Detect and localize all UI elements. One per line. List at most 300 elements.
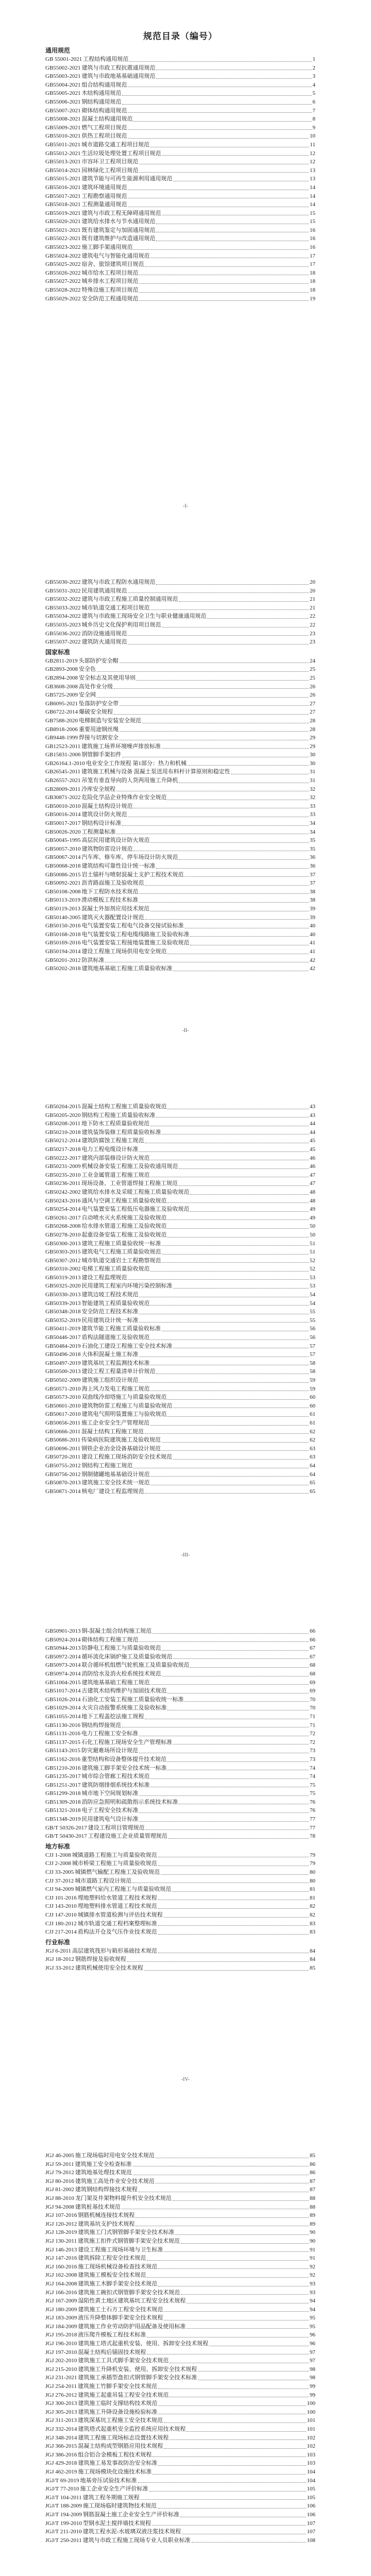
dot-leader [167,1399,309,1400]
standard-code: GB50017-2017 [45,820,81,827]
toc-entry[interactable] [45,2306,315,2314]
standard-name: 起重设备安装工程施工及验收规范 [81,1231,167,1238]
toc-entry[interactable] [45,1453,315,1462]
toc-entry[interactable] [45,1120,315,1128]
toc-entry[interactable] [45,1911,315,1920]
standard-name: 建筑施工模板安全技术规范 [78,2272,146,2279]
toc-entry[interactable] [45,2297,315,2306]
standard-code: GB26545-2011 [45,769,81,775]
dot-leader [145,1493,309,1494]
standard-code: JGJ 59-2011 [45,2161,74,2167]
toc-entry[interactable] [45,2382,315,2391]
standard-name: 工程结构通用规范 [83,56,129,62]
toc-entry[interactable] [45,2442,315,2451]
page-number: 20 [310,587,315,594]
dot-leader [128,1279,309,1280]
toc-entry[interactable] [45,1316,315,1325]
page-number: 38 [310,888,315,895]
toc-entry[interactable] [45,107,315,115]
toc-entry[interactable] [45,896,315,905]
dot-leader [133,249,309,250]
toc-entry[interactable] [45,209,315,218]
toc-entry[interactable] [45,1815,315,1824]
toc-entry[interactable] [45,1704,315,1713]
toc-entry[interactable] [45,2323,315,2331]
toc-entry[interactable] [45,1350,315,1359]
toc-entry[interactable] [45,2391,315,2400]
toc-entry[interactable] [45,930,315,939]
standard-code: GB50113-2019 [45,897,81,904]
toc-entry[interactable] [45,1367,315,1376]
toc-entry[interactable] [45,1789,315,1798]
toc-entry[interactable] [45,802,315,811]
page-number: 53 [310,1283,315,1290]
page-number: 94 [310,2298,315,2304]
toc-entry[interactable] [45,947,315,956]
dot-leader [137,680,309,681]
toc-entry[interactable] [45,871,315,879]
toc-entry[interactable] [45,1964,315,1973]
toc-entry[interactable] [45,853,315,862]
toc-entry[interactable] [45,1128,315,1137]
standard-code: GB50086-2015 [45,871,81,878]
standard-name: 建筑施工高处作业安全技术规范 [75,2178,155,2184]
toc-entry[interactable] [45,1806,315,1815]
standard-code: GB55026-2022 [45,269,81,276]
toc-entry[interactable] [45,725,315,734]
toc-entry[interactable] [45,260,315,269]
toc-entry[interactable] [45,2494,315,2502]
toc-entry[interactable] [45,183,315,192]
toc-entry[interactable] [45,776,315,785]
toc-entry[interactable] [45,2280,315,2289]
page-number: 73 [310,1756,315,1762]
standard-code: GB7588-2020 [45,717,78,724]
toc-entry[interactable] [45,665,315,674]
toc-entry[interactable] [45,1171,315,1180]
toc-entry[interactable] [45,2289,315,2297]
standard-name: 电子工程安全技术标准 [81,1807,139,1814]
toc-entry[interactable] [45,2536,315,2545]
toc-entry[interactable] [45,226,315,235]
toc-entry[interactable] [45,1436,315,1445]
toc-entry[interactable] [45,657,315,666]
toc-entry[interactable] [45,295,315,303]
toc-entry[interactable] [45,913,315,922]
dot-leader [147,2260,309,2261]
page-number: 24 [310,657,315,664]
toc-entry[interactable] [45,1231,315,1240]
toc-entry[interactable] [45,956,315,965]
toc-entry[interactable] [45,2237,315,2246]
toc-entry[interactable] [45,1445,315,1453]
dot-leader [153,1633,309,1634]
toc-entry[interactable] [45,734,315,742]
toc-entry[interactable] [45,1111,315,1120]
toc-entry[interactable] [45,1832,315,1841]
toc-entry[interactable] [45,2519,315,2528]
standard-code: JGJ 107-2016 [45,2212,77,2219]
toc-entry[interactable] [45,2511,315,2519]
standard-name: 安全网 [78,692,96,699]
page-number: 92 [310,2272,315,2279]
toc-entry[interactable] [45,621,315,630]
toc-entry[interactable] [45,1470,315,1479]
toc-entry[interactable] [45,286,315,295]
toc-entry[interactable] [45,2502,315,2511]
toc-entry[interactable] [45,845,315,854]
page-number: 69 [310,1679,315,1686]
page-number: 41 [310,948,315,955]
toc-entry[interactable] [45,587,315,596]
toc-entry[interactable] [45,1661,315,1670]
dot-leader [150,1684,309,1685]
toc-entry[interactable] [45,166,315,175]
toc-entry[interactable] [45,1205,315,1214]
toc-entry[interactable] [45,234,315,243]
toc-entry[interactable] [45,1179,315,1188]
standard-name: 工程测量标准 [81,828,116,835]
standard-name: 建筑物防雷设计规范 [81,845,133,852]
standard-code: JGJ 197-2010 [45,2349,77,2355]
toc-entry[interactable] [45,2459,315,2468]
standard-name: 工程测量通用规范 [81,201,127,208]
page-title: 规范目录（编号） [143,31,217,42]
toc-entry[interactable] [45,1308,315,1316]
toc-entry[interactable] [45,81,315,90]
toc-entry[interactable] [45,964,315,973]
toc-entry[interactable] [45,2246,315,2255]
toc-entry[interactable] [45,1947,315,1956]
toc-entry[interactable] [45,158,315,166]
toc-entry[interactable] [45,1920,315,1928]
toc-entry[interactable] [45,1197,315,1206]
dot-leader [97,697,309,698]
page-number: 35 [310,845,315,852]
standard-name: 建筑结构可靠性设计统一标准 [81,863,156,869]
toc-entry[interactable] [45,1410,315,1419]
toc-entry[interactable] [45,98,315,107]
toc-entry[interactable] [45,1721,315,1730]
toc-entry[interactable] [45,1419,315,1428]
toc-entry[interactable] [45,691,315,700]
dot-leader [144,1970,309,1971]
toc-entry[interactable] [45,939,315,947]
toc-entry[interactable] [45,64,315,73]
toc-entry[interactable] [45,175,315,183]
toc-entry[interactable] [45,1877,315,1886]
toc-entry[interactable] [45,708,315,717]
toc-entry[interactable] [45,2185,315,2194]
toc-entry[interactable] [45,2348,315,2357]
standard-name: 城市给水工程项目规范 [81,269,139,276]
toc-entry[interactable] [45,905,315,913]
page-number: 59 [310,1377,315,1383]
toc-entry[interactable] [45,742,315,751]
standard-name: 建筑防火通用规范 [81,639,127,646]
toc-entry[interactable] [45,217,315,226]
toc-entry[interactable] [45,1747,315,1755]
standard-code: GB51029-2014 [45,1705,81,1711]
standard-code: GB55019-2021 [45,210,81,216]
toc-entry[interactable] [45,1428,315,1436]
toc-entry[interactable] [45,2220,315,2229]
toc-entry[interactable] [45,1644,315,1653]
toc-entry[interactable] [45,578,315,587]
toc-entry[interactable] [45,1772,315,1781]
toc-entry[interactable] [45,2485,315,2494]
standard-name: 混凝土结构后锚固技术规程 [78,2349,146,2355]
page-number: 46 [310,1155,315,1161]
standard-code: GB55032-2022 [45,596,81,603]
page-number: 52 [310,1266,315,1273]
toc-entry[interactable] [45,2263,315,2272]
toc-entry[interactable] [45,785,315,794]
toc-entry[interactable] [45,252,315,261]
page-number: 49 [310,1214,315,1221]
standard-code: JGJ 429-2018 [45,2460,77,2467]
toc-entry[interactable] [45,2451,315,2460]
toc-entry[interactable] [45,1679,315,1687]
toc-entry[interactable] [45,2399,315,2408]
toc-entry[interactable] [45,2331,315,2340]
toc-entry[interactable] [45,810,315,819]
toc-entry[interactable] [45,2314,315,2323]
toc-entry[interactable] [45,1325,315,1333]
page-number: 105 [307,2486,315,2493]
toc-entry[interactable] [45,141,315,149]
toc-entry[interactable] [45,1798,315,1807]
toc-entry[interactable] [45,604,315,613]
toc-entry[interactable] [45,2151,315,2160]
toc-entry[interactable] [45,1781,315,1790]
toc-entry[interactable] [45,1248,315,1257]
toc-entry[interactable] [45,759,315,768]
standard-code: JGJ 366-2015 [45,2443,77,2450]
toc-entry[interactable] [45,1103,315,1111]
toc-entry[interactable] [45,132,315,141]
standard-name: 建筑给水排水及采暖工程施工质量验收规范 [81,1189,190,1195]
toc-entry[interactable] [45,1402,315,1411]
toc-entry[interactable] [45,1894,315,1903]
dot-leader [173,1288,309,1289]
toc-entry[interactable] [45,1154,315,1163]
toc-entry[interactable] [45,612,315,621]
toc-entry[interactable] [45,2468,315,2477]
toc-entry[interactable] [45,638,315,647]
standard-code: JGJ 462-2019 [45,2468,77,2475]
toc-entry[interactable] [45,269,315,278]
standard-code: GB8918-2006 [45,726,78,733]
toc-entry[interactable] [45,277,315,286]
toc-page [0,0,371,524]
toc-entry[interactable] [45,243,315,252]
standard-name: 建筑施工安全技术统一规范 [81,1480,150,1486]
standard-code: GB55020-2021 [45,218,81,225]
page-number: 97 [310,2349,315,2355]
toc-entry[interactable] [45,2416,315,2425]
toc-entry[interactable] [45,1738,315,1747]
standard-code: GB50268-2008 [45,1223,81,1230]
toc-entry[interactable] [45,2194,315,2203]
dot-leader [164,2311,309,2312]
standard-name: 建筑机械使用安全技术规程 [75,1964,143,1971]
toc-entry[interactable] [45,1214,315,1223]
toc-entry[interactable] [45,1902,315,1911]
toc-entry[interactable] [45,2365,315,2374]
toc-entry[interactable] [45,1299,315,1308]
toc-entry[interactable] [45,879,315,888]
toc-entry[interactable] [45,1670,315,1679]
toc-entry[interactable] [45,1487,315,1496]
toc-entry[interactable] [45,192,315,201]
toc-entry[interactable] [45,922,315,930]
standard-name: 建筑装饰装修工程质量验收标准 [81,1129,161,1136]
toc-entry[interactable] [45,1162,315,1171]
toc-entry[interactable] [45,2211,315,2220]
page-number: 34 [310,820,315,827]
toc-entry[interactable] [45,2408,315,2417]
dot-leader [145,1433,309,1434]
toc-entry[interactable] [45,819,315,828]
page-number: 66 [310,1636,315,1643]
page-footer: -I- [183,503,188,509]
toc-entry[interactable] [45,700,315,708]
page-number: 30 [310,752,315,758]
page-number: 14 [310,193,315,199]
toc-entry[interactable] [45,1764,315,1773]
toc-entry[interactable] [45,115,315,124]
toc-entry[interactable] [45,717,315,725]
toc-entry[interactable] [45,1479,315,1487]
toc-entry[interactable] [45,674,315,683]
page-number: 106 [307,2511,315,2518]
toc-entry[interactable] [45,1851,315,1860]
toc-entry[interactable] [45,1859,315,1868]
standard-code: GB50150-2016 [45,923,81,929]
dot-leader [181,2294,309,2295]
toc-entry[interactable] [45,2425,315,2434]
toc-entry[interactable] [45,1222,315,1231]
dot-leader [149,2491,306,2492]
standard-name: 冷库安全规程 [81,786,116,792]
toc-entry[interactable] [45,1359,315,1368]
toc-entry[interactable] [45,1885,315,1894]
toc-entry[interactable] [45,124,315,132]
toc-entry[interactable] [45,2340,315,2348]
toc-entry[interactable] [45,2374,315,2382]
toc-entry[interactable] [45,2477,315,2485]
standard-name: 核电厂建设工程监理规范 [81,1488,144,1495]
page-number: 29 [310,743,315,750]
toc-entry[interactable] [45,1636,315,1645]
toc-entry[interactable] [45,793,315,802]
toc-entry[interactable] [45,1627,315,1636]
toc-entry[interactable] [45,1696,315,1704]
toc-entry[interactable] [45,595,315,604]
toc-entry[interactable] [45,1713,315,1721]
toc-entry[interactable] [45,89,315,98]
standard-code: CJJ 143-2010 [45,1903,77,1910]
toc-entry[interactable] [45,862,315,871]
toc-entry[interactable] [45,1342,315,1351]
toc-entry[interactable] [45,1265,315,1274]
toc-entry[interactable] [45,1274,315,1282]
toc-entry[interactable] [45,1824,315,1833]
toc-entry[interactable] [45,683,315,691]
toc-entry[interactable] [45,2254,315,2263]
toc-entry[interactable] [45,1291,315,1299]
toc-entry[interactable] [45,836,315,845]
toc-entry[interactable] [45,2228,315,2237]
standard-code: JGJ 81-2002 [45,2187,74,2193]
toc-entry[interactable] [45,2528,315,2536]
page-number: 64 [310,1471,315,1478]
toc-entry[interactable] [45,2434,315,2443]
section-heading: 行业标准 [45,1938,71,1946]
toc-entry[interactable] [45,1653,315,1662]
toc-entry[interactable] [45,1868,315,1877]
toc-entry[interactable] [45,1462,315,1470]
toc-entry[interactable] [45,1188,315,1197]
page-number: 71 [310,1722,315,1728]
toc-entry[interactable] [45,1240,315,1248]
toc-entry[interactable] [45,1145,315,1154]
toc-entry[interactable] [45,2203,315,2212]
toc-entry[interactable] [45,1376,315,1385]
toc-entry[interactable] [45,1282,315,1291]
toc-entry[interactable] [45,1730,315,1738]
toc-entry[interactable] [45,888,315,896]
dot-leader [173,1459,309,1460]
page-number: 75 [310,1790,315,1797]
toc-entry[interactable] [45,2357,315,2365]
page-number: 58 [310,1368,315,1375]
standard-name: 钢结构通用规范 [81,98,122,105]
toc-entry[interactable] [45,630,315,638]
page-number: 105 [307,2494,315,2501]
toc-entry[interactable] [45,2160,315,2169]
toc-entry[interactable] [45,1257,315,1265]
toc-entry[interactable] [45,751,315,759]
toc-entry[interactable] [45,72,315,81]
toc-entry[interactable] [45,149,315,158]
standard-name: 市容环卫工程项目规范 [81,159,139,165]
toc-entry[interactable] [45,2168,315,2177]
toc-entry[interactable] [45,2271,315,2280]
toc-entry[interactable] [45,1955,315,1964]
standard-name: 施工脚手架通用规范 [81,244,133,251]
toc-entry[interactable] [45,55,315,64]
toc-page-content [45,578,315,973]
standard-code: GB50339-2013 [45,1300,81,1307]
standard-name: 古建筑木结构维护与加固技术规范 [81,1688,167,1694]
standard-name: 现场设备、工业管道焊接工程施工规范 [81,1180,178,1187]
standard-name: 钢管脚手架扣件 [81,752,122,758]
toc-entry[interactable] [45,828,315,837]
toc-entry[interactable] [45,2177,315,2186]
toc-entry[interactable] [45,1687,315,1696]
toc-entry[interactable] [45,1393,315,1402]
toc-entry[interactable] [45,1385,315,1394]
toc-entry[interactable] [45,1333,315,1342]
toc-entry[interactable] [45,1137,315,1145]
toc-entry[interactable] [45,200,315,209]
standard-name: 建筑施工木脚手架安全技术规范 [78,2280,158,2287]
toc-entry[interactable] [45,768,315,776]
toc-entry[interactable] [45,1755,315,1764]
toc-entry[interactable] [45,1928,315,1937]
